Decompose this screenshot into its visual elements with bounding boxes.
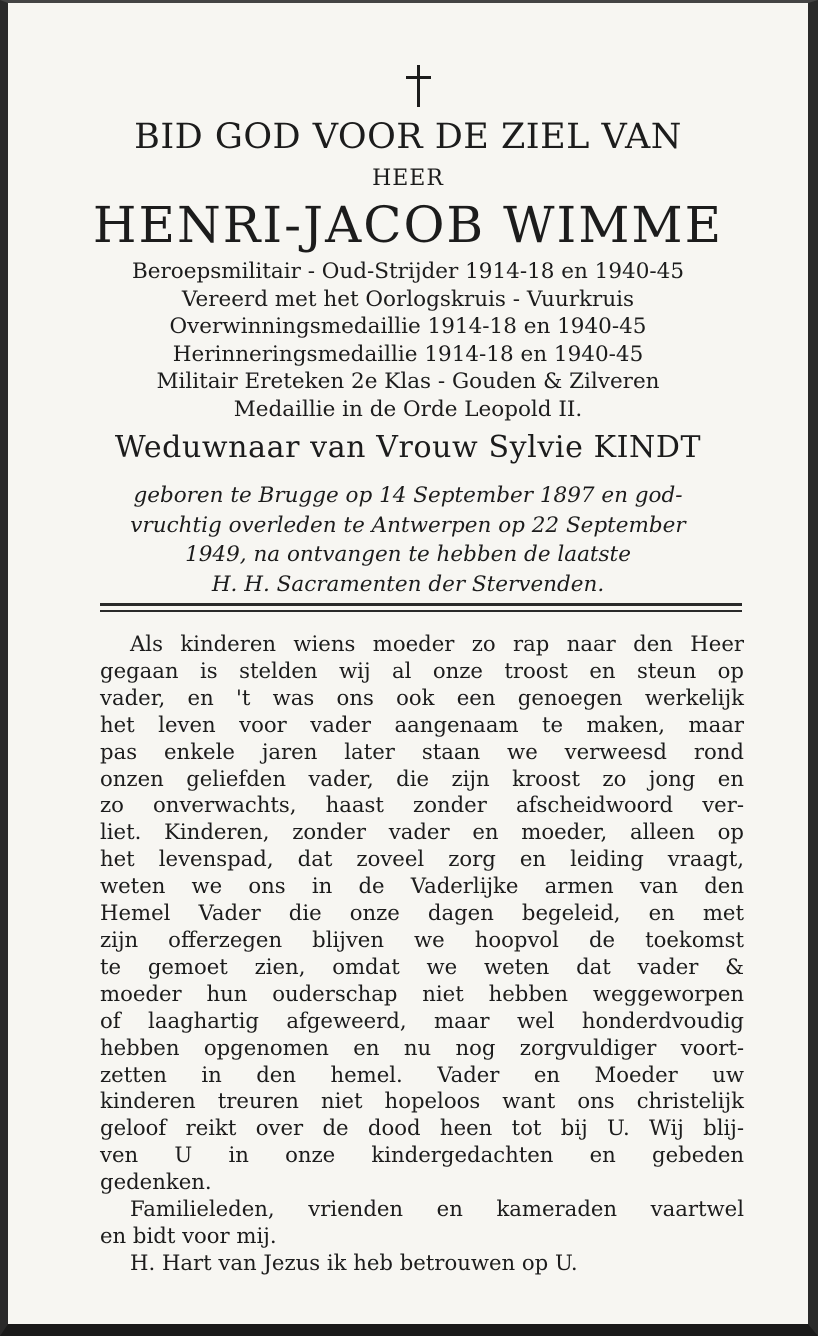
card-content [8, 3, 808, 1324]
text-line: zijn offerzegen blijven we hoopvol de toekomst [100, 926, 744, 952]
text-line: onzen geliefden vader, die zijn kroost zo jong en [100, 765, 744, 791]
honorific-title: HEER [372, 166, 444, 191]
text-line: weten we ons in de Vaderlijke armen van den [100, 873, 744, 899]
text-line: pas enkele jaren later staan we verweesd rond [100, 738, 744, 764]
family-line: Familieleden, vrienden en kameraden vaartwel [130, 1196, 744, 1222]
text-line: het levenspad, dat zoveel zorg en leiding vraagt, [100, 846, 744, 872]
dates-line: 1949, na ontvangen te hebben de laatste [185, 542, 631, 567]
text-line: zo onverwachts, haast zonder afscheidwoord ver- [100, 792, 744, 818]
honour-line: Overwinningsmedaillie 1914-18 en 1940-45 [169, 314, 647, 340]
text-line: hebben opgenomen en nu nog zorgvuldiger voort- [100, 1034, 744, 1060]
closing-prayer: H. Hart van Jezus ik heb betrouwen op U. [130, 1249, 578, 1275]
text-line: zetten in den hemel. Vader en Moeder uw [100, 1061, 744, 1087]
divider-rule-top [100, 603, 742, 606]
text-line: het leven voor vader aangenaam te maken, maar [100, 711, 744, 737]
dates-line: geboren te Brugge op 14 September 1897 en god- [133, 483, 683, 508]
text-line: ven U in onze kindergedachten en gebeden [100, 1142, 744, 1168]
text-line: Hemel Vader die onze dagen begeleid, en met [100, 900, 744, 926]
honour-line: Vereerd met het Oorlogskruis - Vuurkruis [181, 286, 635, 312]
dates-line: vruchtig overleden te Antwerpen op 22 September [130, 512, 686, 538]
text-line: of laaghartig afgeweerd, maar wel honderdvoudig [100, 1007, 744, 1033]
honour-line: Herinneringsmedaillie 1914-18 en 1940-45 [172, 341, 644, 367]
text-line: liet. Kinderen, zonder vader en moeder, alleen op [100, 819, 744, 845]
memorial-text [100, 631, 744, 1277]
deceased-name: HENRI-JACOB WIMME [92, 196, 724, 254]
divider-rule-bottom [100, 610, 742, 612]
widower-line: Weduwnaar van Vrouw Sylvie KINDT [114, 430, 702, 465]
text-line: geloof reikt over de dood heen tot bij U. Wij blij- [100, 1115, 744, 1141]
text-line: vader, en 't was ons ook een genoegen werkelijk [100, 684, 744, 710]
honour-line: Medaillie in de Orde Leopold II. [233, 396, 583, 422]
text-line: moeder hun ouderschap niet hebben weggeworpen [100, 980, 744, 1006]
honours-list [8, 258, 808, 424]
text-line: te gemoet zien, omdat we weten dat vader & [100, 953, 744, 979]
prayer-heading: BID GOD VOOR DE ZIEL VAN [134, 117, 682, 157]
text-line: Als kinderen wiens moeder zo rap naar den Heer [130, 631, 744, 656]
honour-line: Beroepsmilitair - Oud-Strijder 1914-18 en 1940-45 [131, 259, 685, 284]
text-line: gedenken. [100, 1169, 212, 1195]
honour-line: Militair Ereteken 2e Klas - Gouden & Zilveren [156, 369, 660, 395]
text-line: kinderen treuren niet hopeloos want ons christelijk [100, 1088, 744, 1114]
family-line: en bidt voor mij. [100, 1222, 277, 1248]
birth-death-dates [8, 481, 808, 599]
dates-line: H. H. Sacramenten der Stervenden. [211, 571, 605, 597]
text-line: gegaan is stelden wij al onze troost en steun op [100, 657, 744, 683]
cross-icon [400, 65, 440, 107]
